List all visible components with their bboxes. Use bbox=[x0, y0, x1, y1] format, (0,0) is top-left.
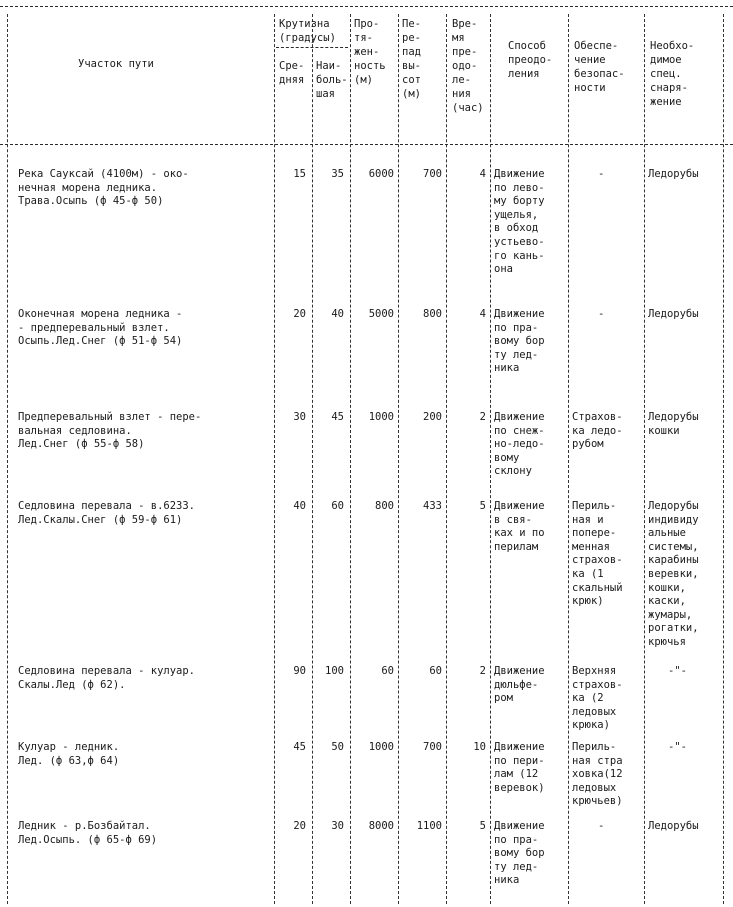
safety-line: страхов- bbox=[572, 554, 623, 567]
cell-time: 10 bbox=[473, 741, 486, 753]
method-line: ущелья, bbox=[494, 208, 539, 221]
equipment-line: Ледорубы bbox=[648, 308, 699, 320]
header-equip-3: спец. bbox=[650, 68, 682, 80]
cell-length: 800 bbox=[375, 500, 394, 512]
route-line: Осыпь.Лед.Снег (ф 51-ф 54) bbox=[18, 335, 183, 348]
col-sep-drop bbox=[446, 14, 447, 904]
header-time-1: Вре- bbox=[452, 18, 478, 30]
cell-max: 50 bbox=[331, 741, 344, 753]
route-line: Оконечная морена ледника - bbox=[18, 308, 183, 320]
cell-drop: 800 bbox=[423, 308, 442, 320]
method-line: ром bbox=[494, 692, 513, 705]
equipment-line: Ледорубы bbox=[648, 500, 699, 512]
col-sep-safety bbox=[644, 14, 645, 904]
safety-line: рубом bbox=[572, 438, 604, 451]
method-line: ту лед- bbox=[494, 348, 539, 361]
equipment-line: Ледорубы bbox=[648, 411, 699, 423]
col-sep-right bbox=[723, 14, 724, 904]
route-line: Лед.Скалы.Снег (ф 59-ф 61) bbox=[18, 513, 183, 526]
method-line: она bbox=[494, 263, 513, 276]
cell-max: 60 bbox=[331, 500, 344, 512]
equipment-line: рогатки, bbox=[648, 622, 699, 635]
header-time-6: ния bbox=[452, 88, 471, 100]
cell-length: 60 bbox=[381, 665, 394, 677]
method-line: вому бор bbox=[494, 335, 545, 348]
header-time-2: мя bbox=[452, 32, 465, 44]
cell-length: 1000 bbox=[368, 411, 394, 423]
method-line: по пери- bbox=[494, 754, 545, 767]
method-line: Движение bbox=[494, 665, 545, 677]
cell-avg: 40 bbox=[293, 500, 306, 512]
safety-line: попере- bbox=[572, 527, 617, 540]
equipment-line: каски, bbox=[648, 595, 686, 608]
cell-avg: 45 bbox=[293, 741, 306, 753]
header-steepness: Крутизна bbox=[279, 18, 330, 30]
cell-drop: 60 bbox=[429, 665, 442, 677]
cell-avg: 20 bbox=[293, 820, 306, 832]
header-drop-2: ре- bbox=[402, 32, 421, 44]
header-steepness-units: (градусы) bbox=[279, 32, 336, 44]
safety-line: крюка) bbox=[572, 719, 610, 732]
top-rule bbox=[0, 6, 733, 7]
safety-line: Страхов- bbox=[572, 411, 623, 423]
equipment-line: -"- bbox=[668, 741, 687, 753]
cell-length: 6000 bbox=[368, 168, 394, 180]
cell-length: 8000 bbox=[368, 820, 394, 832]
method-line: Движение bbox=[494, 500, 545, 512]
header-equip-5: жение bbox=[650, 96, 682, 108]
header-avg-1: Сре- bbox=[279, 60, 305, 72]
route-line: Предперевальный взлет - пере- bbox=[18, 411, 202, 423]
cell-time: 2 bbox=[479, 411, 486, 423]
route-line: нечная морена ледника. bbox=[18, 181, 158, 194]
header-bottom-rule bbox=[0, 144, 733, 145]
method-line: в обход bbox=[494, 222, 539, 235]
cell-time: 5 bbox=[479, 820, 486, 832]
cell-max: 40 bbox=[331, 308, 344, 320]
method-line: го кань- bbox=[494, 249, 545, 262]
route-line: вальная седловина. bbox=[18, 424, 132, 437]
cell-avg: 20 bbox=[293, 308, 306, 320]
safety-line: ка (1 bbox=[572, 568, 604, 580]
header-method-3: ления bbox=[508, 68, 540, 80]
header-length-4: ность bbox=[354, 60, 386, 72]
method-line: по снеж- bbox=[494, 424, 545, 437]
cell-drop: 200 bbox=[423, 411, 442, 423]
header-time-3: пре- bbox=[452, 46, 478, 58]
method-line: в свя- bbox=[494, 513, 532, 526]
safety-line: - bbox=[598, 168, 605, 180]
cell-drop: 700 bbox=[423, 741, 442, 753]
equipment-line: Ледорубы bbox=[648, 820, 699, 832]
safety-line: ная стра bbox=[572, 754, 623, 767]
method-line: но-ледо- bbox=[494, 438, 545, 451]
header-drop-1: Пе- bbox=[402, 18, 421, 30]
method-line: по лево- bbox=[494, 181, 545, 194]
equipment-line: системы, bbox=[648, 540, 699, 553]
equipment-line: -"- bbox=[668, 665, 687, 677]
cell-avg: 15 bbox=[293, 168, 306, 180]
method-line: дюльфе- bbox=[494, 678, 539, 691]
method-line: Движение bbox=[494, 741, 545, 753]
header-safety-1: Обеспе- bbox=[574, 40, 619, 52]
equipment-line: жумары, bbox=[648, 608, 693, 621]
safety-line: Периль- bbox=[572, 500, 617, 512]
safety-line: ховка(12 bbox=[572, 768, 623, 781]
method-line: Движение bbox=[494, 308, 545, 320]
safety-line: ка (2 bbox=[572, 692, 604, 705]
route-line: Седловина перевала - кулуар. bbox=[18, 665, 196, 677]
equipment-line: веревки, bbox=[648, 568, 699, 580]
header-max-3: шая bbox=[316, 88, 335, 100]
method-line: вому bbox=[494, 451, 520, 464]
route-line: - предперевальный взлет. bbox=[18, 321, 170, 334]
route-line: Скалы.Лед (ф 62). bbox=[18, 678, 126, 691]
route-line: Седловина перевала - в.6233. bbox=[18, 500, 196, 512]
cell-max: 100 bbox=[325, 665, 344, 677]
route-line: Трава.Осыпь (ф 45-ф 50) bbox=[18, 195, 164, 208]
route-line: Лед.Снег (ф 55-ф 58) bbox=[18, 438, 145, 451]
col-sep-length bbox=[398, 14, 399, 904]
cell-time: 5 bbox=[479, 500, 486, 512]
header-method-2: преодо- bbox=[508, 54, 553, 66]
route-line: Лед.Осыпь. (ф 65-ф 69) bbox=[18, 833, 158, 846]
cell-time: 4 bbox=[479, 308, 486, 320]
header-safety-2: чение bbox=[574, 54, 606, 66]
safety-line: Верхняя bbox=[572, 665, 617, 677]
cell-time: 4 bbox=[479, 168, 486, 180]
cell-length: 5000 bbox=[368, 308, 394, 320]
safety-line: менная bbox=[572, 540, 610, 553]
col-sep-max bbox=[350, 14, 351, 904]
equipment-line: Ледорубы bbox=[648, 168, 699, 180]
equipment-line: крючья bbox=[648, 636, 686, 648]
equipment-line: кошки bbox=[648, 424, 680, 437]
header-max-2: боль- bbox=[316, 74, 348, 86]
method-line: вому бор bbox=[494, 847, 545, 860]
header-drop-6: (м) bbox=[402, 88, 421, 100]
safety-line: Периль- bbox=[572, 741, 617, 753]
equipment-line: индивиду bbox=[648, 513, 699, 526]
header-time-4: одо- bbox=[452, 60, 478, 72]
safety-line: ледовых bbox=[572, 781, 617, 794]
cell-length: 1000 bbox=[368, 741, 394, 753]
cell-max: 30 bbox=[331, 820, 344, 832]
header-drop-5: сот bbox=[402, 74, 421, 86]
safety-line: ная и bbox=[572, 513, 604, 526]
equipment-line: карабины bbox=[648, 554, 699, 567]
method-line: Движение bbox=[494, 820, 545, 832]
method-line: лам (12 bbox=[494, 768, 539, 781]
safety-line: крючьев) bbox=[572, 795, 623, 808]
method-line: ту лед- bbox=[494, 860, 539, 873]
route-line: Река Сауксай (4100м) - око- bbox=[18, 168, 189, 180]
safety-line: ка ледо- bbox=[572, 424, 623, 437]
col-sep-avg bbox=[312, 14, 313, 904]
cell-avg: 90 bbox=[293, 665, 306, 677]
header-time-5: ле- bbox=[452, 74, 471, 86]
safety-line: скальный bbox=[572, 581, 623, 594]
cell-avg: 30 bbox=[293, 411, 306, 423]
method-line: ника bbox=[494, 362, 520, 375]
cell-time: 2 bbox=[479, 665, 486, 677]
method-line: Движение bbox=[494, 411, 545, 423]
header-method-1: Способ bbox=[508, 40, 546, 52]
header-equip-1: Необхо- bbox=[650, 40, 695, 52]
header-drop-3: пад bbox=[402, 46, 421, 58]
safety-line: крюк) bbox=[572, 595, 604, 608]
header-equip-2: димое bbox=[650, 54, 682, 66]
method-line: склону bbox=[494, 465, 532, 478]
equipment-line: альные bbox=[648, 527, 686, 540]
header-length-1: Про- bbox=[354, 18, 380, 30]
safety-line: - bbox=[598, 820, 605, 832]
header-length-3: жен- bbox=[354, 46, 380, 58]
route-line: Ледник - р.Бозбайтал. bbox=[18, 820, 151, 832]
safety-line: страхов- bbox=[572, 678, 623, 691]
method-line: по пра- bbox=[494, 321, 539, 334]
header-length-5: (м) bbox=[354, 74, 373, 86]
method-line: веревок) bbox=[494, 781, 545, 794]
col-sep-route bbox=[274, 14, 275, 904]
cell-drop: 700 bbox=[423, 168, 442, 180]
method-line: му борту bbox=[494, 195, 545, 208]
route-line: Лед. (ф 63,ф 64) bbox=[18, 754, 120, 767]
method-line: Движение bbox=[494, 168, 545, 180]
method-line: по пра- bbox=[494, 833, 539, 846]
header-time-7: (час) bbox=[452, 102, 484, 114]
col-sep-left bbox=[7, 14, 8, 904]
col-sep-time bbox=[490, 14, 491, 904]
cell-drop: 433 bbox=[423, 500, 442, 512]
cell-max: 35 bbox=[331, 168, 344, 180]
header-avg-2: дняя bbox=[279, 74, 305, 86]
col-sep-method bbox=[568, 14, 569, 904]
header-length-2: тя- bbox=[354, 32, 373, 44]
header-drop-4: вы- bbox=[402, 60, 421, 72]
cell-drop: 1100 bbox=[416, 820, 442, 832]
header-section: Участок пути bbox=[78, 58, 154, 70]
header-safety-3: безопас- bbox=[574, 68, 625, 80]
header-max-1: Наи- bbox=[316, 60, 342, 72]
safety-line: - bbox=[598, 308, 605, 320]
method-line: устьево- bbox=[494, 236, 545, 248]
equipment-line: кошки, bbox=[648, 581, 686, 594]
safety-line: ледовых bbox=[572, 705, 617, 718]
method-line: ках и по bbox=[494, 527, 545, 540]
method-line: перилам bbox=[494, 540, 539, 553]
route-line: Кулуар - ледник. bbox=[18, 741, 120, 753]
header-equip-4: снаря- bbox=[650, 82, 688, 94]
header-safety-4: ности bbox=[574, 82, 606, 94]
cell-max: 45 bbox=[331, 411, 344, 423]
method-line: ника bbox=[494, 874, 520, 887]
